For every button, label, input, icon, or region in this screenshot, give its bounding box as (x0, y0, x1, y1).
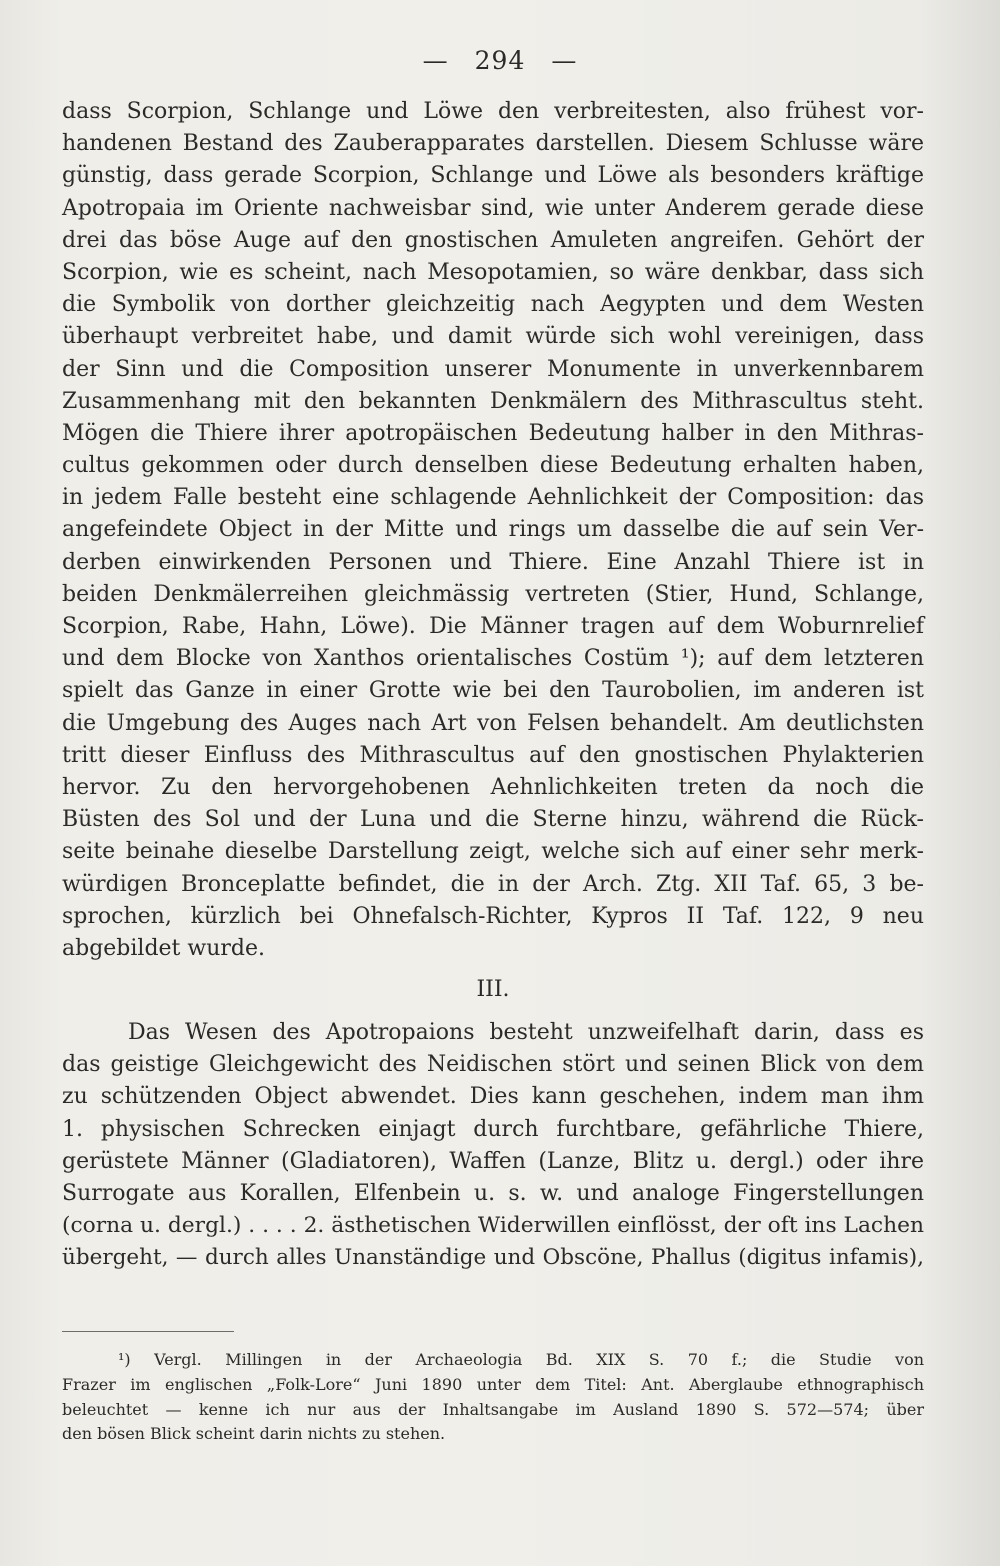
text-line: Das Wesen des Apotropaions besteht unzweifelhaft darin, dass es (128, 1020, 924, 1046)
text-line: cultus gekommen oder durch denselben diese Bedeutung erhalten haben, (62, 453, 924, 479)
text-line: derben einwirkenden Personen und Thiere. Eine Anzahl Thiere ist in (62, 549, 924, 575)
text-line: die Symbolik von dorther gleichzeitig nach Aegypten und dem Westen (62, 292, 924, 318)
text-line: günstig, dass gerade Scorpion, Schlange und Löwe als besonders kräftige (62, 163, 924, 189)
footnote-line: beleuchtet — kenne ich nur aus der Inhaltsangabe im Ausland 1890 S. 572—574; über (62, 1399, 924, 1419)
paragraph-1 (62, 96, 924, 965)
footnote (62, 1348, 924, 1447)
text-line: zu schützenden Object abwendet. Dies kann geschehen, indem man ihm (62, 1084, 924, 1110)
text-line: das geistige Gleichgewicht des Neidischen stört und seinen Blick von dem (62, 1052, 924, 1078)
footnote-divider (62, 1331, 234, 1332)
text-line: (corna u. dergl.) . . . . 2. ästhetischen Widerwillen einflösst, der oft ins Lachen (62, 1213, 924, 1239)
text-line: überhaupt verbreitet habe, und damit würde sich wohl vereinigen, dass (62, 324, 924, 350)
footnote-line: den bösen Blick scheint darin nichts zu stehen. (62, 1424, 446, 1444)
text-line: sprochen, kürzlich bei Ohnefalsch-Richter, Kypros II Taf. 122, 9 neu (62, 903, 924, 929)
header-dash-left: — (422, 46, 449, 75)
text-line: die Umgebung des Auges nach Art von Felsen behandelt. Am deutlichsten (62, 710, 924, 736)
text-line: 1. physischen Schrecken einjagt durch furchtbare, gefährliche Thiere, (62, 1116, 924, 1142)
footnote-line: ¹) Vergl. Millingen in der Archaeologia Bd. XIX S. 70 f.; die Studie von (118, 1350, 924, 1369)
text-line: spielt das Ganze in einer Grotte wie bei den Taurobolien, im anderen ist (62, 678, 924, 704)
text-line: und dem Blocke von Xanthos orientalisches Costüm ¹); auf dem letzteren (62, 646, 924, 672)
text-line: angefeindete Object in der Mitte und rings um dasselbe die auf sein Ver- (62, 517, 924, 543)
text-line: Zusammenhang mit den bekannten Denkmälern des Mithrascultus steht. (62, 388, 924, 414)
text-line: Surrogate aus Korallen, Elfenbein u. s. w. und analoge Fingerstellungen (62, 1181, 924, 1206)
page-number: 294 (474, 46, 526, 75)
text-line: drei das böse Auge auf den gnostischen Amuleten angreifen. Gehört der (62, 227, 924, 253)
header-dash-right: — (551, 46, 578, 75)
text-line: Scorpion, wie es scheint, nach Mesopotamien, so wäre denkbar, dass sich (62, 259, 924, 285)
page-header (0, 46, 1000, 75)
text-line: beiden Denkmälerreihen gleichmässig vertreten (Stier, Hund, Schlange, (62, 581, 924, 607)
text-line: hervor. Zu den hervorgehobenen Aehnlichkeiten treten da noch die (62, 774, 924, 800)
text-line: Scorpion, Rabe, Hahn, Löwe). Die Männer tragen auf dem Woburnrelief (62, 614, 924, 639)
text-line: abgebildet wurde. (62, 935, 266, 961)
footnote-line: Frazer im englischen „Folk-Lore“ Juni 1890 unter dem Titel: Ant. Aberglaube ethnographisch (62, 1374, 924, 1394)
text-line: Büsten des Sol und der Luna und die Sterne hinzu, während die Rück- (62, 807, 924, 833)
text-line: übergeht, — durch alles Unanständige und Obscöne, Phallus (digitus infamis), (62, 1245, 924, 1271)
text-line: handenen Bestand des Zauberapparates darstellen. Diesem Schlusse wäre (62, 131, 924, 157)
text-line: dass Scorpion, Schlange und Löwe den verbreitesten, also frühest vor- (62, 99, 924, 124)
text-line: in jedem Falle besteht eine schlagende Aehnlichkeit der Composition: das (62, 485, 924, 511)
text-line: der Sinn und die Composition unserer Monumente in unverkennbarem (62, 356, 924, 382)
main-text (62, 96, 924, 1275)
text-line: seite beinahe dieselbe Darstellung zeigt, welche sich auf einer sehr merk- (62, 839, 924, 865)
paragraph-2 (62, 1017, 924, 1275)
text-line: Mögen die Thiere ihrer apotropäischen Bedeutung halber in den Mithras- (62, 420, 924, 446)
text-line: gerüstete Männer (Gladiatoren), Waffen (Lanze, Blitz u. dergl.) oder ihre (62, 1148, 924, 1174)
text-line: Apotropaia im Oriente nachweisbar sind, wie unter Anderem gerade diese (62, 195, 924, 221)
text-line: würdigen Bronceplatte befindet, die in der Arch. Ztg. XII Taf. 65, 3 be- (62, 871, 924, 897)
text-line: tritt dieser Einfluss des Mithrascultus auf den gnostischen Phylakterien (62, 742, 924, 768)
section-heading: III. (476, 977, 510, 1003)
